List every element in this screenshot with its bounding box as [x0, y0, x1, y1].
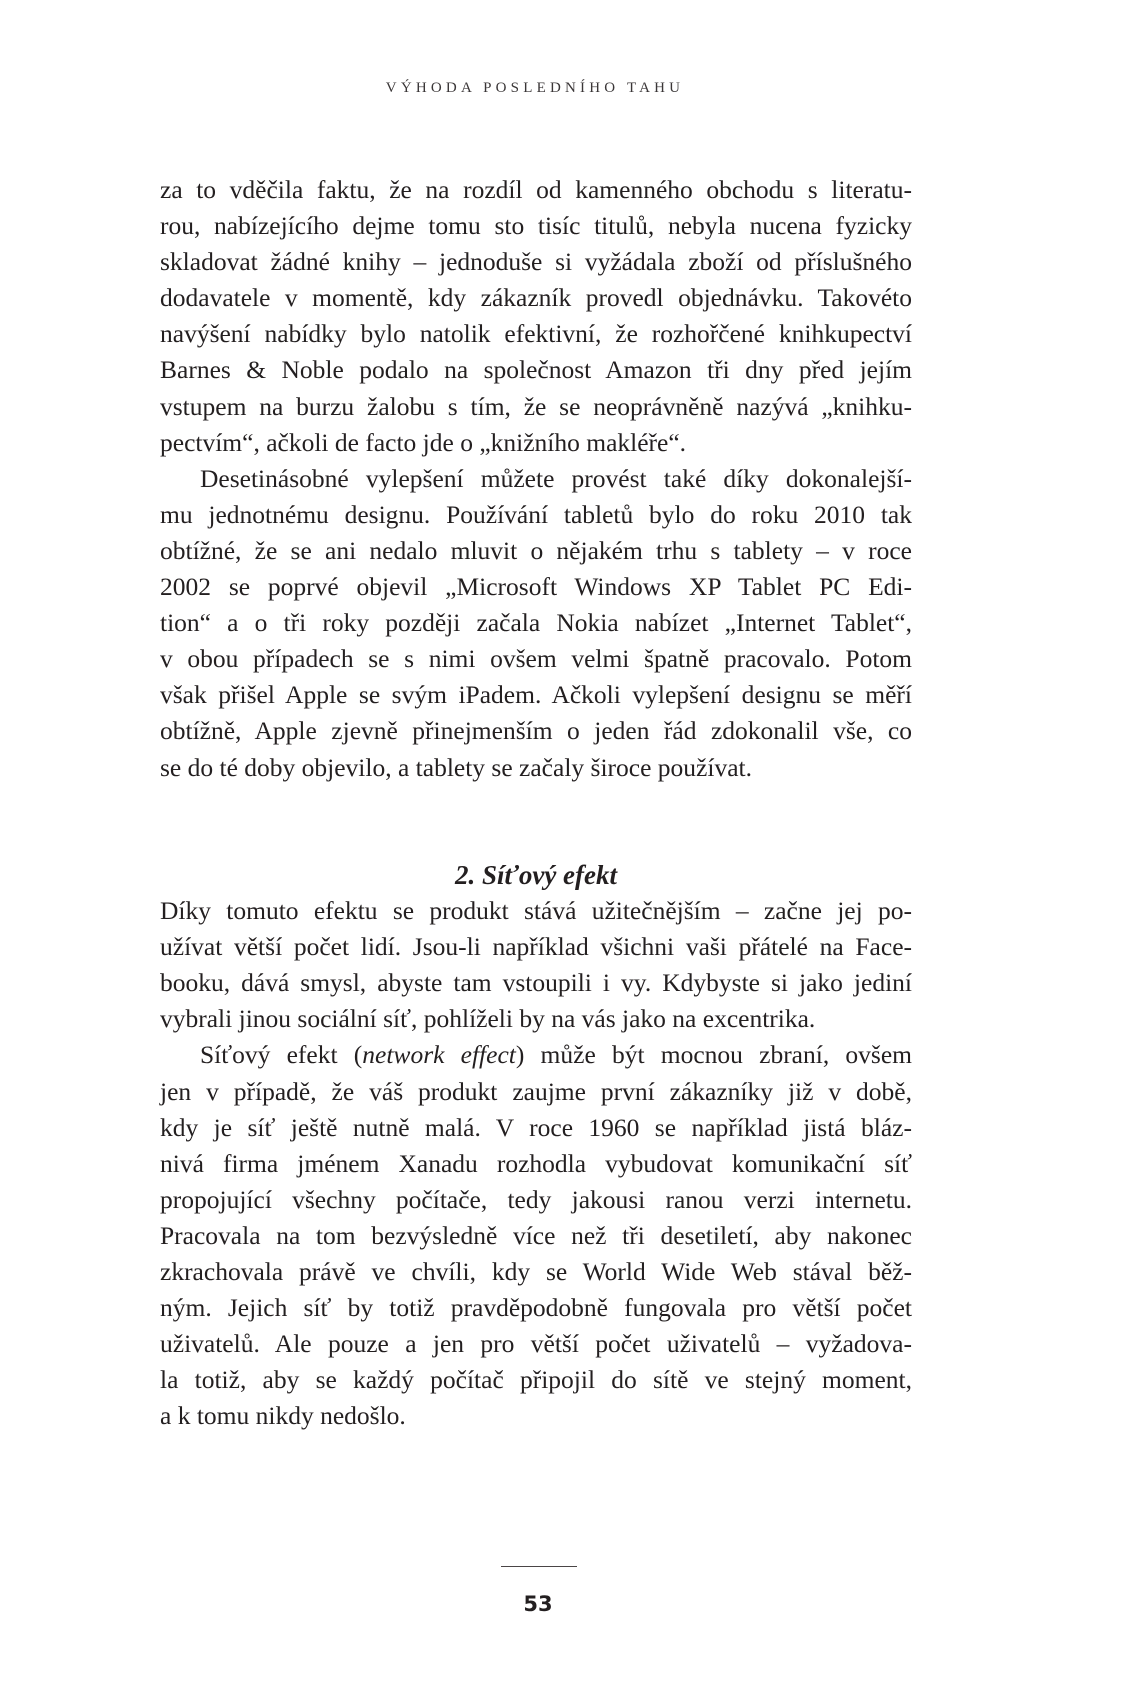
text-line: booku, dává smysl, abyste tam vstoupili i vy. Kdybyste si jako jediní: [160, 968, 912, 998]
text-line: rou, nabízejícího dejme tomu sto tisíc titulů, nebyla nucena fyzicky: [160, 211, 912, 241]
text-line: jen v případě, že váš produkt zaujme první zákazníky již v době,: [160, 1076, 912, 1106]
italic-term: network effect: [362, 1040, 516, 1070]
text-line: nivá firma jménem Xanadu rozhodla vybudovat komunikační síť: [160, 1148, 912, 1178]
body-text-block: [160, 172, 912, 786]
text-line: obtížné, že se ani nedalo mluvit o nějakém trhu s tablety – v roce: [160, 535, 912, 565]
text-line: Díky tomuto efektu se produkt stává užitečnějším – začne jej po-: [160, 896, 912, 926]
paragraph-first-line: [160, 1037, 912, 1073]
text-line: vybrali jinou sociální síť, pohlíželi by na vás jako na excentrika.: [160, 1004, 816, 1034]
text-line: mu jednotnému designu. Používání tabletů bylo do roku 2010 tak: [160, 499, 912, 529]
text-line: 2002 se poprvé objevil „Microsoft Windows XP Tablet PC Edi-: [160, 572, 912, 602]
text-run: Síťový efekt (: [200, 1040, 363, 1070]
text-line: vstupem na burzu žalobu s tím, že se neoprávněně nazývá „knihku-: [160, 391, 912, 421]
page-number: 53: [523, 1592, 553, 1616]
text-line: ným. Jejich síť by totiž pravděpodobně fungovala pro větší počet: [160, 1293, 912, 1323]
text-line: tion“ a o tři roky později začala Nokia nabízet „Internet Tablet“,: [160, 608, 912, 638]
text-line: uživatelů. Ale pouze a jen pro větší počet uživatelů – vyžadova-: [160, 1329, 912, 1359]
text-line: dodavatele v momentě, kdy zákazník provedl objednávku. Takovéto: [160, 283, 912, 313]
text-line: kdy je síť ještě nutně malá. V roce 1960 se například jistá bláz-: [160, 1112, 912, 1142]
page-number-rule: [501, 1566, 577, 1567]
text-line: zkrachovala právě ve chvíli, kdy se World Wide Web stával běž-: [160, 1257, 912, 1287]
section-heading: 2. Síťový efekt: [454, 860, 618, 890]
text-line: navýšení nabídky bylo natolik efektivní, že rozhořčené knihkupectví: [160, 319, 912, 349]
text-line: skladovat žádné knihy – jednoduše si vyžádala zboží od příslušného: [160, 247, 912, 277]
text-line: Pracovala na tom bezvýsledně více než tři desetiletí, aby nakonec: [160, 1220, 912, 1250]
running-head: VÝHODA POSLEDNÍHO TAHU: [385, 80, 685, 96]
section-network-effect: [160, 857, 912, 1435]
text-line: v obou případech se s nimi ovšem velmi špatně pracovalo. Potom: [160, 644, 912, 674]
text-line: propojující všechny počítače, tedy jakousi ranou verzi internetu.: [160, 1184, 912, 1214]
text-line: za to vděčila faktu, že na rozdíl od kamenného obchodu s literatu-: [160, 175, 912, 204]
text-line: a k tomu nikdy nedošlo.: [160, 1401, 406, 1431]
text-line: užívat větší počet lidí. Jsou-li například všichni vaši přátelé na Face-: [160, 932, 912, 962]
text-line: pectvím“, ačkoli de facto jde o „knižního makléře“.: [160, 427, 687, 457]
text-line: Barnes & Noble podalo na společnost Amazon tři dny před jejím: [160, 355, 912, 385]
paragraph-first-line: Desetinásobné vylepšení můžete provést také díky dokonalejší-: [200, 463, 912, 493]
text-line: však přišel Apple se svým iPadem. Ačkoli vylepšení designu se měří: [160, 680, 912, 710]
text-line: la totiž, aby se každý počítač připojil do sítě ve stejný moment,: [160, 1365, 912, 1395]
text-line: se do té doby objevilo, a tablety se začaly široce používat.: [160, 752, 752, 782]
text-run: ) může být mocnou zbraní, ovšem: [515, 1040, 912, 1070]
text-line: obtížně, Apple zjevně přinejmenším o jeden řád zdokonalil vše, co: [160, 716, 912, 746]
